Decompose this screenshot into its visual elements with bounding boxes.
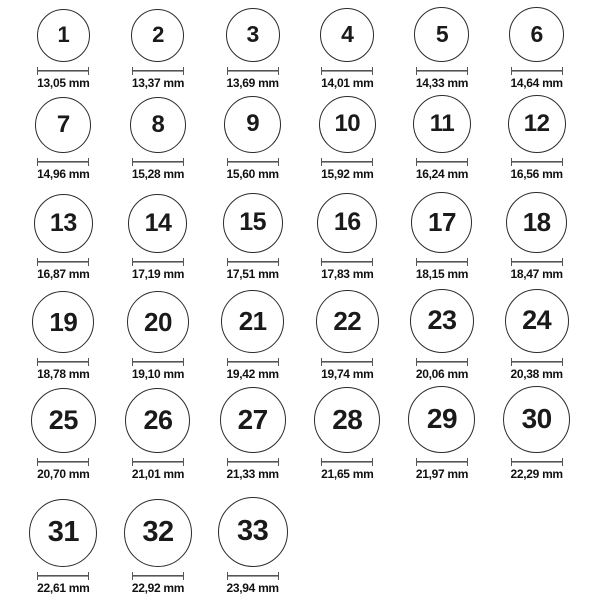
- diameter-measure-line: [511, 258, 563, 266]
- ring-circle: [128, 194, 187, 253]
- diameter-measure-line: [227, 458, 279, 466]
- diameter-label: 21,65 mm: [321, 466, 374, 481]
- diameter-label: 15,60 mm: [226, 166, 279, 181]
- ring-size-number: 24: [522, 305, 552, 336]
- diameter-measure-line: [132, 572, 184, 580]
- diameter-label: 17,51 mm: [226, 266, 279, 281]
- diameter-measure-line: [321, 158, 373, 166]
- ring-size-item: [16, 386, 111, 486]
- diameter-label: 15,28 mm: [131, 166, 185, 181]
- ring-circle: [509, 7, 564, 62]
- diameter-label: 22,92 mm: [131, 580, 185, 595]
- ring-size-item: [205, 286, 300, 386]
- ring-size-item: [16, 95, 111, 186]
- diameter-measure-line: [321, 258, 373, 266]
- ring-size-number: 8: [151, 110, 165, 138]
- ring-size-number: 28: [332, 403, 363, 435]
- ring-size-item: [205, 486, 300, 600]
- ring-size-item: [111, 386, 206, 486]
- ring-circle: [505, 289, 569, 353]
- ring-size-item: [205, 95, 300, 186]
- diameter-label: 13,69 mm: [226, 75, 279, 90]
- diameter-measure-line: [321, 458, 373, 466]
- ring-size-number: 1: [57, 22, 70, 48]
- ring-circle: [220, 387, 286, 453]
- ring-size-item: [489, 386, 584, 486]
- diameter-measure-line: [511, 158, 563, 166]
- diameter-label: 16,56 mm: [510, 166, 563, 181]
- diameter-measure-line: [132, 458, 184, 466]
- ring-size-item: [16, 0, 111, 95]
- ring-size-number: 20: [144, 306, 172, 337]
- ring-size-number: 6: [530, 20, 543, 47]
- ring-size-item: [111, 486, 206, 600]
- ring-size-item: [489, 286, 584, 386]
- diameter-measure-line: [37, 258, 89, 266]
- diameter-label: 16,24 mm: [415, 166, 469, 181]
- ring-size-number: 10: [334, 110, 361, 138]
- ring-size-number: 3: [246, 21, 259, 48]
- ring-size-number: 2: [152, 22, 164, 48]
- diameter-label: 13,37 mm: [131, 75, 185, 90]
- ring-size-number: 15: [239, 208, 267, 237]
- ring-size-number: 33: [237, 515, 269, 548]
- ring-size-number: 17: [428, 207, 456, 238]
- ring-size-item: [300, 186, 395, 286]
- diameter-label: 19,10 mm: [131, 366, 185, 381]
- ring-circle: [131, 9, 184, 62]
- ring-circle: [125, 388, 190, 453]
- ring-circle: [226, 8, 280, 62]
- ring-size-item: [395, 186, 490, 286]
- diameter-measure-line: [416, 158, 468, 166]
- ring-size-number: 13: [49, 208, 77, 237]
- diameter-label: 21,33 mm: [226, 466, 279, 481]
- diameter-label: 20,06 mm: [415, 366, 469, 381]
- ring-circle: [503, 386, 570, 453]
- ring-size-item: [395, 95, 490, 186]
- ring-circle: [124, 499, 192, 567]
- diameter-label: 23,94 mm: [226, 580, 279, 595]
- diameter-label: 22,61 mm: [37, 580, 90, 595]
- ring-size-number: 31: [47, 516, 79, 549]
- diameter-label: 20,38 mm: [510, 366, 563, 381]
- diameter-measure-line: [416, 258, 468, 266]
- ring-size-number: 29: [426, 403, 458, 435]
- ring-circle: [127, 291, 189, 353]
- ring-size-item: [16, 186, 111, 286]
- ring-circle: [37, 9, 90, 62]
- ring-circle: [414, 7, 469, 62]
- diameter-label: 14,64 mm: [510, 75, 563, 90]
- ring-size-item: [300, 386, 395, 486]
- diameter-measure-line: [37, 158, 89, 166]
- ring-size-number: 32: [142, 516, 174, 549]
- ring-size-item: [395, 0, 490, 95]
- ring-circle: [413, 95, 471, 153]
- ring-size-number: 16: [333, 208, 361, 237]
- diameter-measure-line: [132, 258, 184, 266]
- ring-size-number: 11: [429, 109, 455, 137]
- ring-size-item: [111, 0, 206, 95]
- diameter-label: 17,83 mm: [321, 266, 374, 281]
- ring-size-item: [489, 0, 584, 95]
- diameter-label: 18,78 mm: [37, 366, 90, 381]
- diameter-measure-line: [416, 358, 468, 366]
- ring-circle: [31, 388, 96, 453]
- ring-size-number: 21: [238, 306, 267, 337]
- ring-size-item: [395, 386, 490, 486]
- ring-circle: [34, 194, 93, 253]
- ring-circle: [320, 8, 374, 62]
- diameter-measure-line: [132, 158, 184, 166]
- diameter-measure-line: [227, 67, 279, 75]
- diameter-label: 14,01 mm: [321, 75, 374, 90]
- ring-size-number: 26: [143, 404, 173, 435]
- ring-size-number: 23: [427, 305, 457, 336]
- diameter-measure-line: [37, 572, 89, 580]
- diameter-measure-line: [511, 358, 563, 366]
- ring-circle: [319, 96, 376, 153]
- ring-circle: [316, 290, 379, 353]
- ring-size-number: 27: [237, 403, 268, 435]
- ring-size-item: [111, 95, 206, 186]
- diameter-label: 18,47 mm: [510, 266, 563, 281]
- ring-circle: [314, 387, 380, 453]
- diameter-measure-line: [37, 358, 89, 366]
- ring-size-item: [300, 286, 395, 386]
- ring-circle: [221, 290, 284, 353]
- diameter-measure-line: [227, 572, 279, 580]
- ring-circle: [408, 386, 475, 453]
- ring-size-item: [16, 286, 111, 386]
- ring-circle: [317, 193, 377, 253]
- ring-circle: [508, 95, 566, 153]
- diameter-label: 14,96 mm: [37, 166, 90, 181]
- ring-circle: [411, 192, 472, 253]
- diameter-label: 19,42 mm: [226, 366, 279, 381]
- ring-size-item: [300, 0, 395, 95]
- diameter-label: 15,92 mm: [321, 166, 374, 181]
- ring-size-item: [300, 95, 395, 186]
- diameter-label: 14,33 mm: [415, 75, 469, 90]
- diameter-measure-line: [321, 67, 373, 75]
- diameter-measure-line: [132, 67, 184, 75]
- diameter-measure-line: [37, 458, 89, 466]
- ring-size-item: [111, 286, 206, 386]
- ring-circle: [223, 193, 283, 253]
- ring-size-item: [395, 286, 490, 386]
- diameter-measure-line: [132, 358, 184, 366]
- ring-circle: [218, 497, 288, 567]
- diameter-measure-line: [321, 358, 373, 366]
- ring-size-item: [489, 95, 584, 186]
- ring-circle: [130, 97, 186, 153]
- ring-size-number: 25: [48, 404, 78, 435]
- diameter-label: 13,05 mm: [37, 75, 90, 90]
- ring-circle: [32, 291, 94, 353]
- ring-size-number: 14: [144, 208, 172, 237]
- ring-circle: [224, 96, 281, 153]
- ring-circle: [35, 97, 91, 153]
- ring-size-item: [205, 0, 300, 95]
- diameter-measure-line: [416, 458, 468, 466]
- diameter-label: 17,19 mm: [131, 266, 185, 281]
- diameter-measure-line: [511, 458, 563, 466]
- diameter-label: 18,15 mm: [415, 266, 469, 281]
- ring-size-number: 9: [246, 110, 260, 138]
- diameter-label: 19,74 mm: [321, 366, 374, 381]
- diameter-label: 21,97 mm: [415, 466, 469, 481]
- ring-size-number: 30: [521, 403, 552, 435]
- diameter-label: 22,29 mm: [510, 466, 563, 481]
- ring-size-number: 7: [56, 110, 70, 138]
- ring-size-number: 5: [435, 20, 449, 47]
- diameter-label: 20,70 mm: [37, 466, 90, 481]
- ring-size-number: 18: [522, 207, 551, 238]
- ring-circle: [506, 192, 567, 253]
- diameter-measure-line: [227, 258, 279, 266]
- ring-size-number: 22: [333, 306, 362, 337]
- ring-size-number: 19: [49, 306, 78, 337]
- ring-size-item: [16, 486, 111, 600]
- ring-size-item: [205, 386, 300, 486]
- ring-size-item: [489, 186, 584, 286]
- diameter-measure-line: [227, 158, 279, 166]
- diameter-measure-line: [227, 358, 279, 366]
- ring-circle: [29, 499, 97, 567]
- ring-circle: [410, 289, 474, 353]
- diameter-measure-line: [416, 67, 468, 75]
- diameter-label: 16,87 mm: [37, 266, 90, 281]
- ring-size-number: 4: [341, 21, 354, 48]
- diameter-measure-line: [511, 67, 563, 75]
- ring-size-item: [205, 186, 300, 286]
- ring-size-number: 12: [523, 109, 550, 137]
- ring-size-item: [111, 186, 206, 286]
- diameter-measure-line: [37, 67, 89, 75]
- diameter-label: 21,01 mm: [131, 466, 185, 481]
